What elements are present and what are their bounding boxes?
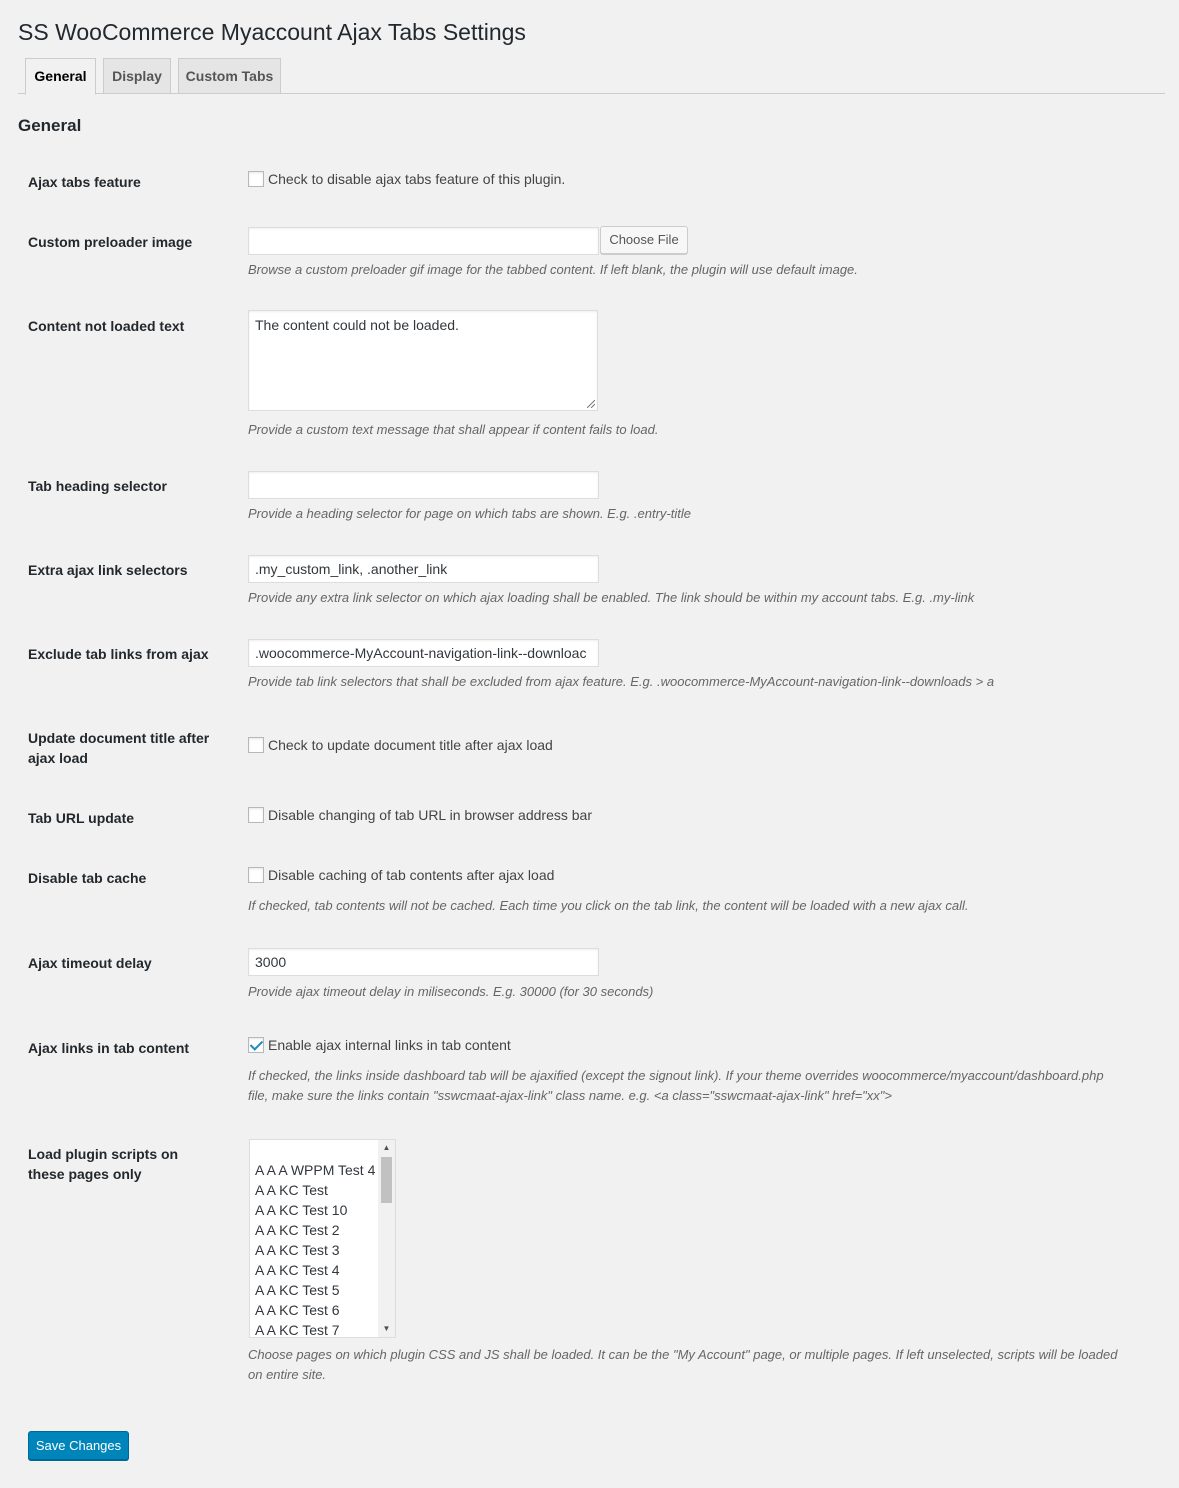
doc-title-option	[248, 735, 553, 755]
list-item[interactable]: A A KC Test 3	[255, 1242, 340, 1258]
not-loaded-text: The content could not be loaded.	[255, 317, 459, 333]
resize-grip-icon[interactable]	[587, 400, 595, 408]
not-loaded-label: Content not loaded text	[28, 318, 185, 334]
extra-links-description: Provide any extra link selector on which ajax loading shall be enabled. The link should be within my account tabs. E.g. .my-link	[248, 590, 975, 605]
doc-title-checkbox-label[interactable]: Check to update document title after ajax load	[268, 737, 553, 753]
extra-links-label: Extra ajax link selectors	[28, 562, 188, 578]
triangle-up-icon[interactable]: ▲	[382, 1143, 391, 1152]
tab-cache-description: If checked, tab contents will not be cached. Each time you click on the tab link, the content will be loaded with a new ajax call.	[248, 898, 969, 913]
tab-cache-checkbox[interactable]	[248, 867, 264, 883]
internal-links-option	[248, 1035, 511, 1055]
pages-label: Load plugin scripts on these pages only	[28, 1146, 179, 1182]
list-item[interactable]: A A KC Test 2	[255, 1222, 340, 1238]
ajax-tabs-option	[248, 169, 565, 189]
tab-url-checkbox-label[interactable]: Disable changing of tab URL in browser address bar	[268, 807, 592, 823]
pages-description-1: Choose pages on which plugin CSS and JS shall be loaded. It can be the "My Account" page, or multiple pages. If left unselected, scripts will be loaded	[248, 1347, 1118, 1362]
list-item[interactable]: A A KC Test	[255, 1182, 328, 1198]
internal-links-description-1: If checked, the links inside dashboard tab will be ajaxified (except the signout link). If your theme overrides woocommerce/myaccount/dashboard.php	[248, 1068, 1104, 1083]
heading-selector-description: Provide a heading selector for page on which tabs are shown. E.g. .entry-title	[248, 506, 691, 521]
section-title: General	[18, 116, 82, 135]
choose-file-button[interactable]: Choose File	[600, 226, 688, 254]
list-item[interactable]: A A KC Test 10	[255, 1202, 348, 1218]
tab-cache-option	[248, 865, 554, 885]
heading-selector-input[interactable]	[248, 471, 599, 499]
list-item[interactable]: A A KC Test 7	[255, 1322, 340, 1338]
not-loaded-textarea[interactable]	[248, 310, 598, 411]
preloader-label: Custom preloader image	[28, 234, 193, 250]
tab-cache-label: Disable tab cache	[28, 870, 147, 886]
internal-links-checkbox[interactable]	[248, 1037, 264, 1053]
listbox-scrollbar[interactable]	[378, 1140, 395, 1337]
not-loaded-description: Provide a custom text message that shall appear if content fails to load.	[248, 422, 659, 437]
tab-url-label: Tab URL update	[28, 810, 135, 826]
preloader-input[interactable]	[248, 227, 599, 255]
internal-links-label: Ajax links in tab content	[28, 1040, 190, 1056]
internal-links-description-2: file, make sure the links contain "sswcmaat-ajax-link" class name. e.g. <a class="sswcmaat-ajax-link" href="xx">	[248, 1088, 892, 1103]
timeout-input[interactable]: 3000	[248, 948, 599, 976]
settings-tabs	[18, 58, 1165, 94]
list-item[interactable]: A A KC Test 6	[255, 1302, 340, 1318]
heading-selector-label: Tab heading selector	[28, 478, 167, 494]
triangle-down-icon[interactable]: ▼	[382, 1324, 391, 1333]
tab-cache-checkbox-label[interactable]: Disable caching of tab contents after ajax load	[268, 867, 555, 883]
tab-display[interactable]: Display	[103, 58, 171, 94]
ajax-tabs-label: Ajax tabs feature	[28, 174, 141, 190]
ajax-tabs-checkbox[interactable]	[248, 171, 264, 187]
tab-general[interactable]: General	[25, 58, 96, 95]
list-item[interactable]: A A KC Test 5	[255, 1282, 340, 1298]
exclude-links-label: Exclude tab links from ajax	[28, 646, 209, 662]
internal-links-checkbox-label[interactable]: Enable ajax internal links in tab content	[268, 1037, 511, 1053]
doc-title-checkbox[interactable]	[248, 737, 264, 753]
list-item[interactable]: A A A WPPM Test 4	[255, 1162, 376, 1178]
save-changes-button[interactable]: Save Changes	[28, 1431, 129, 1460]
tab-url-option	[248, 805, 592, 825]
scroll-thumb[interactable]	[381, 1157, 392, 1203]
timeout-description: Provide ajax timeout delay in miliseconds. E.g. 30000 (for 30 seconds)	[248, 984, 654, 999]
ajax-tabs-checkbox-label[interactable]: Check to disable ajax tabs feature of this plugin.	[268, 171, 566, 187]
exclude-links-input[interactable]: .woocommerce-MyAccount-navigation-link--downloac	[248, 639, 599, 667]
preloader-description: Browse a custom preloader gif image for the tabbed content. If left blank, the plugin will use default image.	[248, 262, 858, 277]
pages-listbox[interactable]	[249, 1139, 396, 1338]
extra-links-input[interactable]: .my_custom_link, .another_link	[248, 555, 599, 583]
doc-title-label: Update document title after ajax load	[28, 730, 210, 766]
timeout-label: Ajax timeout delay	[28, 955, 152, 971]
tab-url-checkbox[interactable]	[248, 807, 264, 823]
tab-custom-tabs[interactable]: Custom Tabs	[178, 58, 281, 94]
pages-description-2: on entire site.	[248, 1367, 327, 1382]
exclude-links-description: Provide tab link selectors that shall be excluded from ajax feature. E.g. .woocommerce-MyAccount-navigation-link--downloads > a	[248, 674, 995, 689]
page-title: SS WooCommerce Myaccount Ajax Tabs Settings	[18, 19, 526, 45]
list-item[interactable]: A A KC Test 4	[255, 1262, 340, 1278]
